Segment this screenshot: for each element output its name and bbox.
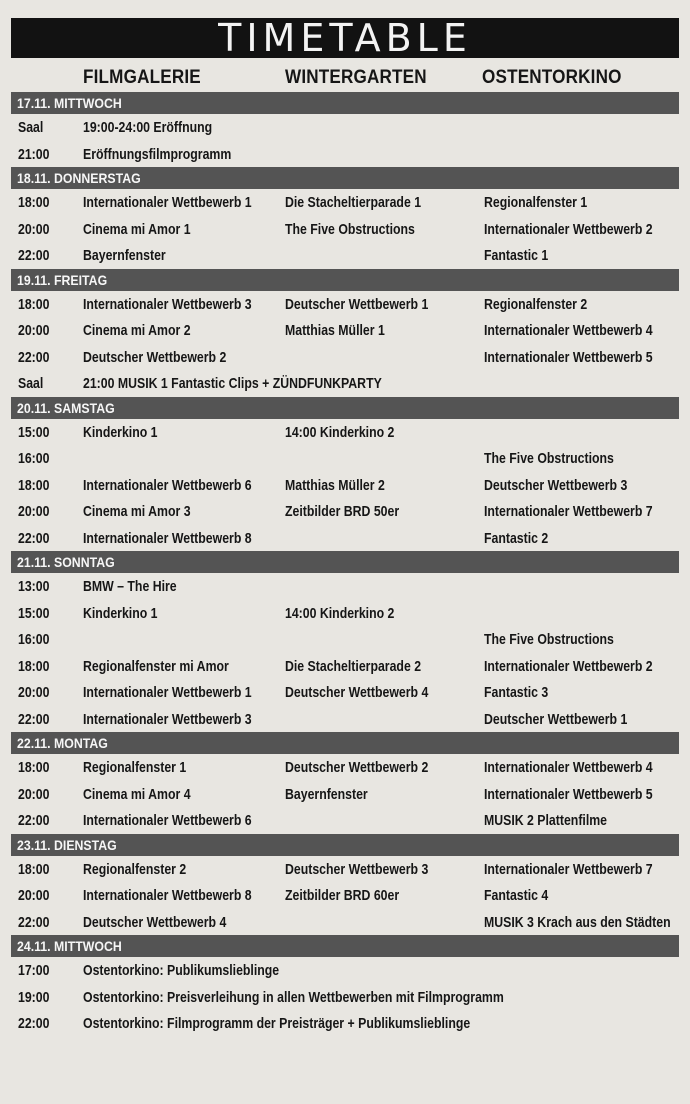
time-cell: 22:00 xyxy=(18,348,50,366)
time-cell: 18:00 xyxy=(18,860,50,878)
ostentorkino-cell: Deutscher Wettbewerb 3 xyxy=(484,476,628,494)
wintergarten-cell: Deutscher Wettbewerb 4 xyxy=(285,684,429,701)
venue-wintergarten: WINTERGARTEN xyxy=(285,67,427,88)
wintergarten-cell: Matthias Müller 2 xyxy=(285,476,385,494)
day-header xyxy=(11,167,679,189)
filmgalerie-cell: Internationaler Wettbewerb 6 xyxy=(83,812,252,829)
filmgalerie-cell: Regionalfenster 2 xyxy=(83,860,187,878)
filmgalerie-cell: Internationaler Wettbewerb 3 xyxy=(83,295,252,313)
filmgalerie-cell: Internationaler Wettbewerb 3 xyxy=(83,710,252,728)
filmgalerie-cell: Regionalfenster mi Amor xyxy=(83,657,229,675)
ostentorkino-cell: MUSIK 2 Plattenfilme xyxy=(484,812,608,829)
filmgalerie-cell: Kinderkino 1 xyxy=(83,604,158,622)
ostentorkino-cell: Regionalfenster 1 xyxy=(484,194,588,211)
time-cell: 20:00 xyxy=(18,322,50,339)
schedule-row xyxy=(11,957,679,984)
filmgalerie-cell: Bayernfenster xyxy=(83,247,166,264)
time-cell: 22:00 xyxy=(18,812,50,829)
schedule-row xyxy=(11,216,679,243)
day-header-label: 18.11. DONNERSTAG xyxy=(17,170,141,186)
filmgalerie-cell: Ostentorkino: Filmprogramm der Preisträger + Publikumslieblinge xyxy=(83,1015,471,1032)
day-header xyxy=(11,732,679,754)
schedule-row xyxy=(11,909,679,936)
schedule-row xyxy=(11,114,679,141)
schedule-row xyxy=(11,984,679,1011)
schedule-row xyxy=(11,419,679,446)
wintergarten-cell: Die Stacheltierparade 1 xyxy=(285,194,422,211)
venue-header-row xyxy=(11,58,679,92)
time-cell: 20:00 xyxy=(18,684,50,701)
time-cell: 16:00 xyxy=(18,631,50,648)
ostentorkino-cell: Internationaler Wettbewerb 5 xyxy=(484,348,653,366)
wintergarten-cell: Bayernfenster xyxy=(285,785,368,803)
wintergarten-cell: Deutscher Wettbewerb 2 xyxy=(285,759,429,776)
ostentorkino-cell: Fantastic 2 xyxy=(484,529,549,547)
schedule-row xyxy=(11,370,679,397)
schedule-row xyxy=(11,445,679,472)
filmgalerie-cell: Ostentorkino: Publikumslieblinge xyxy=(83,962,280,979)
venue-filmgalerie: FILMGALERIE xyxy=(83,67,201,88)
ostentorkino-cell: Internationaler Wettbewerb 4 xyxy=(484,759,653,776)
schedule-row xyxy=(11,317,679,344)
time-cell: 15:00 xyxy=(18,423,50,441)
schedule-row xyxy=(11,242,679,269)
schedule-row xyxy=(11,472,679,499)
schedule-row xyxy=(11,344,679,371)
time-cell: 22:00 xyxy=(18,529,50,547)
day-header-label: 17.11. MITTWOCH xyxy=(17,95,122,111)
filmgalerie-cell: Cinema mi Amor 4 xyxy=(83,785,191,803)
schedule-row xyxy=(11,525,679,552)
filmgalerie-cell: Internationaler Wettbewerb 1 xyxy=(83,194,252,211)
ostentorkino-cell: The Five Obstructions xyxy=(484,450,614,467)
filmgalerie-cell: BMW – The Hire xyxy=(83,578,177,595)
ostentorkino-cell: Internationaler Wettbewerb 2 xyxy=(484,657,653,675)
day-header-label: 19.11. FREITAG xyxy=(17,271,108,288)
time-cell: 20:00 xyxy=(18,887,50,904)
day-header xyxy=(11,551,679,573)
filmgalerie-cell: Internationaler Wettbewerb 6 xyxy=(83,476,252,494)
ostentorkino-cell: The Five Obstructions xyxy=(484,631,614,648)
filmgalerie-cell: Eröffnungsfilmprogramm xyxy=(83,145,232,163)
schedule-row xyxy=(11,1010,679,1037)
schedule-row xyxy=(11,754,679,781)
schedule-row xyxy=(11,141,679,168)
ostentorkino-cell: Internationaler Wettbewerb 4 xyxy=(484,322,653,339)
day-header-label: 23.11. DIENSTAG xyxy=(17,836,117,853)
wintergarten-cell: 14:00 Kinderkino 2 xyxy=(285,423,395,441)
filmgalerie-cell: Internationaler Wettbewerb 8 xyxy=(83,529,252,547)
wintergarten-cell: Matthias Müller 1 xyxy=(285,322,385,339)
time-cell: 18:00 xyxy=(18,295,50,313)
schedule-row xyxy=(11,807,679,834)
schedule-row xyxy=(11,291,679,318)
filmgalerie-cell: Cinema mi Amor 2 xyxy=(83,322,191,339)
day-header xyxy=(11,92,679,114)
filmgalerie-cell: Cinema mi Amor 1 xyxy=(83,220,191,238)
page-title: TIMETABLE xyxy=(11,18,679,58)
schedule-row xyxy=(11,882,679,909)
filmgalerie-cell: 21:00 MUSIK 1 Fantastic Clips + ZÜNDFUNKPARTY xyxy=(83,375,382,392)
schedule xyxy=(11,92,679,1037)
ostentorkino-cell: Internationaler Wettbewerb 2 xyxy=(484,220,653,238)
filmgalerie-cell: Ostentorkino: Preisverleihung in allen Wettbewerben mit Filmprogramm xyxy=(83,988,504,1006)
time-cell: 22:00 xyxy=(18,710,50,728)
ostentorkino-cell: Fantastic 4 xyxy=(484,887,549,904)
ostentorkino-cell: Regionalfenster 2 xyxy=(484,295,588,313)
wintergarten-cell: Zeitbilder BRD 50er xyxy=(285,503,400,520)
time-cell: 16:00 xyxy=(18,450,50,467)
day-header xyxy=(11,269,679,291)
time-cell: 18:00 xyxy=(18,194,50,211)
schedule-row xyxy=(11,679,679,706)
ostentorkino-cell: MUSIK 3 Krach aus den Städten xyxy=(484,913,671,931)
wintergarten-cell: The Five Obstructions xyxy=(285,220,415,238)
schedule-row xyxy=(11,189,679,216)
filmgalerie-cell: Deutscher Wettbewerb 4 xyxy=(83,913,227,931)
filmgalerie-cell: Kinderkino 1 xyxy=(83,423,158,441)
schedule-row xyxy=(11,706,679,733)
filmgalerie-cell: Regionalfenster 1 xyxy=(83,759,187,776)
ostentorkino-cell: Internationaler Wettbewerb 5 xyxy=(484,785,653,803)
time-cell: 20:00 xyxy=(18,220,50,238)
wintergarten-cell: 14:00 Kinderkino 2 xyxy=(285,604,395,622)
schedule-row xyxy=(11,856,679,883)
time-cell: 18:00 xyxy=(18,657,50,675)
day-header-label: 24.11. MITTWOCH xyxy=(17,938,122,954)
time-cell: 20:00 xyxy=(18,503,50,520)
day-header-label: 21.11. SONNTAG xyxy=(17,554,115,570)
schedule-row xyxy=(11,781,679,808)
schedule-row xyxy=(11,653,679,680)
time-cell: 13:00 xyxy=(18,578,50,595)
day-header-label: 22.11. MONTAG xyxy=(17,735,108,751)
time-cell: Saal xyxy=(18,119,44,136)
ostentorkino-cell: Internationaler Wettbewerb 7 xyxy=(484,860,653,878)
ostentorkino-cell: Internationaler Wettbewerb 7 xyxy=(484,503,653,520)
day-header xyxy=(11,935,679,957)
wintergarten-cell: Zeitbilder BRD 60er xyxy=(285,887,400,904)
schedule-row xyxy=(11,573,679,600)
filmgalerie-cell: Internationaler Wettbewerb 8 xyxy=(83,887,252,904)
time-cell: Saal xyxy=(18,375,44,392)
time-cell: 22:00 xyxy=(18,913,50,931)
filmgalerie-cell: Deutscher Wettbewerb 2 xyxy=(83,348,227,366)
time-cell: 22:00 xyxy=(18,247,50,264)
ostentorkino-cell: Fantastic 3 xyxy=(484,684,549,701)
time-cell: 18:00 xyxy=(18,476,50,494)
time-cell: 20:00 xyxy=(18,785,50,803)
schedule-row xyxy=(11,498,679,525)
wintergarten-cell: Deutscher Wettbewerb 1 xyxy=(285,295,429,313)
time-cell: 18:00 xyxy=(18,759,50,776)
day-header-label: 20.11. SAMSTAG xyxy=(17,399,115,416)
filmgalerie-cell: Cinema mi Amor 3 xyxy=(83,503,191,520)
wintergarten-cell: Deutscher Wettbewerb 3 xyxy=(285,860,429,878)
day-header xyxy=(11,834,679,856)
wintergarten-cell: Die Stacheltierparade 2 xyxy=(285,657,422,675)
ostentorkino-cell: Deutscher Wettbewerb 1 xyxy=(484,710,628,728)
time-cell: 22:00 xyxy=(18,1015,50,1032)
time-cell: 19:00 xyxy=(18,988,50,1006)
schedule-row xyxy=(11,626,679,653)
filmgalerie-cell: 19:00-24:00 Eröffnung xyxy=(83,119,213,136)
time-cell: 17:00 xyxy=(18,962,50,979)
day-header xyxy=(11,397,679,419)
filmgalerie-cell: Internationaler Wettbewerb 1 xyxy=(83,684,252,701)
venue-ostentorkino: OSTENTORKINO xyxy=(482,67,622,88)
time-cell: 15:00 xyxy=(18,604,50,622)
time-cell: 21:00 xyxy=(18,145,50,163)
schedule-row xyxy=(11,600,679,627)
ostentorkino-cell: Fantastic 1 xyxy=(484,247,549,264)
